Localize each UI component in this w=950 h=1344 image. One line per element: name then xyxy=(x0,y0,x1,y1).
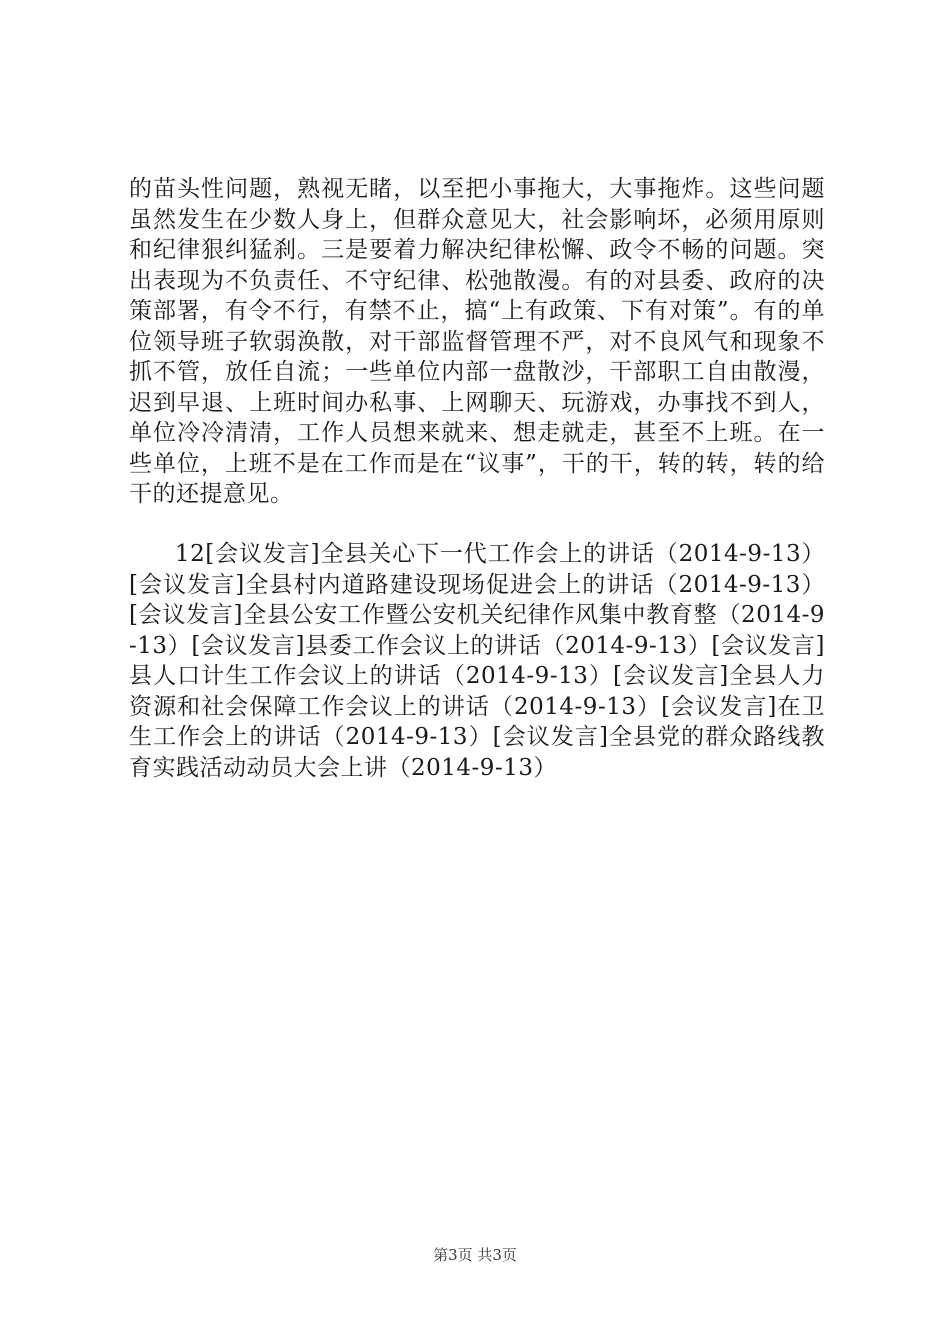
body-paragraph: 的苗头性问题，熟视无睹，以至把小事拖大，大事拖炸。这些问题虽然发生在少数人身上，但群众意见大，社会影响坏，必须用原则和纪律狠纠猛刹。三是要着力解决纪律松懈、政令不畅的问题。突出表现为不负责任、不守纪律、松弛散漫。有的对县委、政府的决策部署，有令不行，有禁不止，搞“上有政策、下有对策”。有的单位领导班子软弱涣散，对干部监督管理不严，对不良风气和现象不抓不管，放任自流；一些单位内部一盘散沙，干部职工自由散漫，迟到早退、上班时间办私事、上网聊天、玩游戏，办事找不到人，单位冷冷清清，工作人员想来就来、想走就走，甚至不上班。在一些单位，上班不是在工作而是在“议事”，干的干，转的转，转的给干的还提意见。 xyxy=(129,176,825,507)
page-footer: 第3页 共3页 xyxy=(433,1246,517,1264)
related-links-paragraph: 12[会议发言]全县关心下一代工作会上的讲话（2014-9-13）[会议发言]全县村内道路建设现场促进会上的讲话（2014-9-13）[会议发言]全县公安工作暨公安机关纪律作风集中教育整（2014-9-13）[会议发言]县委工作会议上的讲话（2014-9-13）[会议发言]县人口计生工作会议上的讲话（2014-9-13）[会议发言]全县人力资源和社会保障工作会议上的讲话（2014-9-13）[会议发言]在卫生工作会上的讲话（2014-9-13）[会议发言]全县党的群众路线教育实践活动动员大会上讲（2014-9-13） xyxy=(129,541,825,781)
